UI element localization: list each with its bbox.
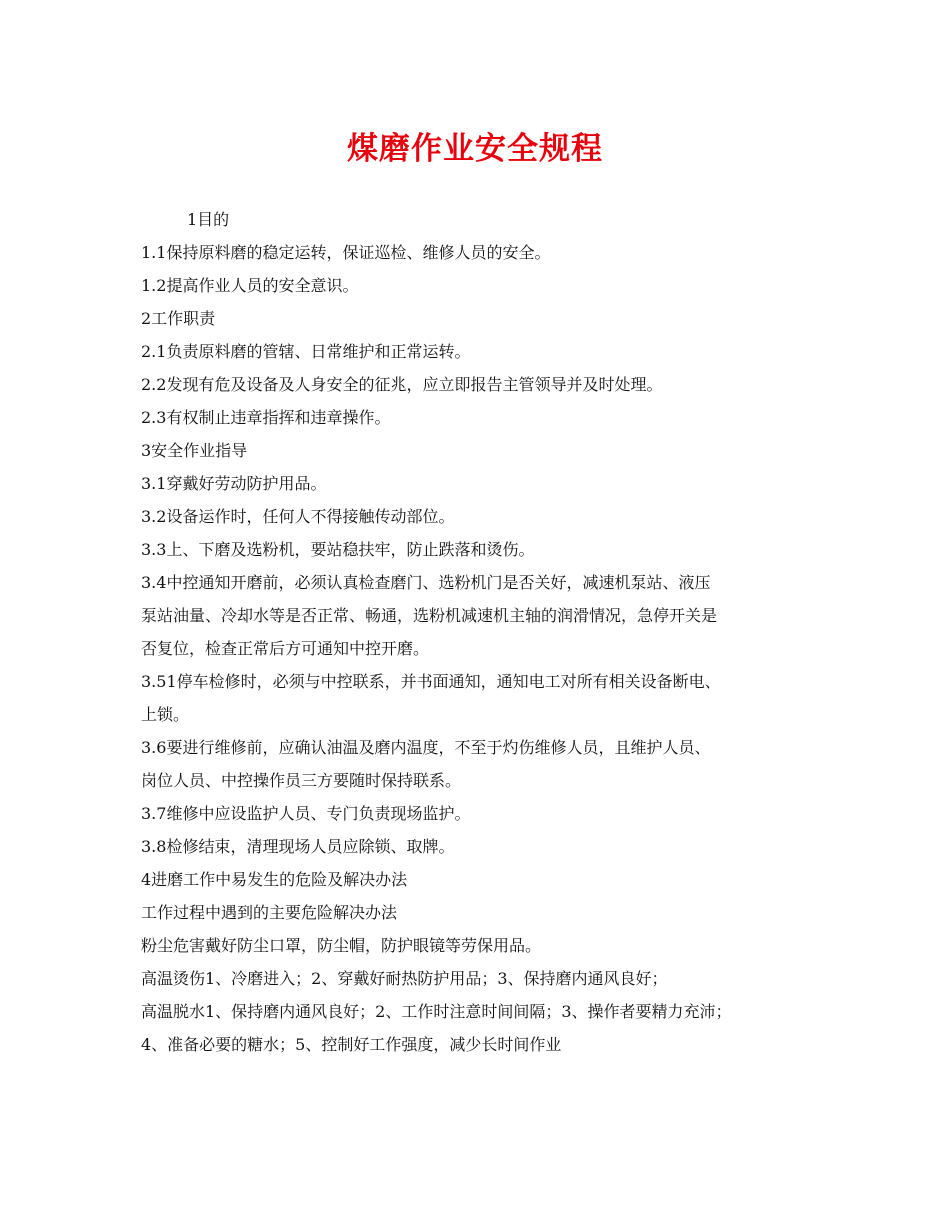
section-heading: 1目的 bbox=[187, 210, 230, 229]
paragraph-line: 岗位人员、中控操作员三方要随时保持联系。 bbox=[141, 771, 462, 790]
paragraph-line: 3.1穿戴好劳动防护用品。 bbox=[141, 474, 327, 493]
paragraph-line: 泵站油量、冷却水等是否正常、畅通，选粉机减速机主轴的润滑情况，急停开关是 bbox=[141, 606, 718, 625]
document-title: 煤磨作业安全规程 bbox=[347, 131, 603, 167]
paragraph-line: 粉尘危害戴好防尘口罩，防尘帽，防护眼镜等劳保用品。 bbox=[141, 936, 542, 955]
section-heading: 2工作职责 bbox=[141, 309, 216, 328]
paragraph-line: 2.2发现有危及设备及人身安全的征兆，应立即报告主管领导并及时处理。 bbox=[141, 375, 663, 394]
paragraph-line: 1.1保持原料磨的稳定运转，保证巡检、维修人员的安全。 bbox=[141, 243, 551, 262]
paragraph-line: 1.2提高作业人员的安全意识。 bbox=[141, 276, 359, 295]
section-heading: 3安全作业指导 bbox=[141, 441, 248, 460]
paragraph-line: 4、准备必要的糖水；5、控制好工作强度，减少长时间作业 bbox=[141, 1035, 562, 1054]
paragraph-line: 3.3上、下磨及选粉机，要站稳扶牢，防止跌落和烫伤。 bbox=[141, 540, 535, 559]
paragraph-line: 3.6要进行维修前，应确认油温及磨内温度，不至于灼伤维修人员，且维护人员、 bbox=[141, 738, 711, 757]
paragraph-line: 上锁。 bbox=[141, 705, 190, 724]
section-heading: 4进磨工作中易发生的危险及解决办法 bbox=[141, 870, 408, 889]
paragraph-line: 3.51停车检修时，必须与中控联系，并书面通知，通知电工对所有相关设备断电、 bbox=[141, 672, 721, 691]
paragraph-line: 2.1负责原料磨的管辖、日常维护和正常运转。 bbox=[141, 342, 471, 361]
paragraph-line: 2.3有权制止违章指挥和违章操作。 bbox=[141, 408, 391, 427]
document-body bbox=[141, 203, 841, 1061]
paragraph-line: 工作过程中遇到的主要危险解决办法 bbox=[141, 903, 398, 922]
paragraph-line: 3.8检修结束，清理现场人员应除锁、取牌。 bbox=[141, 837, 455, 856]
paragraph-line: 高温脱水1、保持磨内通风良好；2、工作时注意时间间隔；3、操作者要精力充沛； bbox=[141, 1002, 732, 1021]
paragraph-line: 高温烫伤1、冷磨进入；2、穿戴好耐热防护用品；3、保持磨内通风良好； bbox=[141, 969, 668, 988]
paragraph-line: 否复位，检查正常后方可通知中控开磨。 bbox=[141, 639, 430, 658]
paragraph-line: 3.7维修中应设监护人员、专门负责现场监护。 bbox=[141, 804, 471, 823]
paragraph-line: 3.2设备运作时，任何人不得接触传动部位。 bbox=[141, 507, 455, 526]
paragraph-line: 3.4中控通知开磨前，必须认真检查磨门、选粉机门是否关好，减速机泵站、液压 bbox=[141, 573, 711, 592]
